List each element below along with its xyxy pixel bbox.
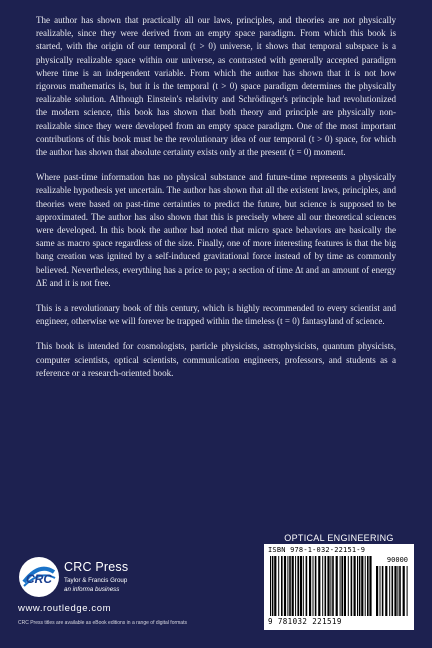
barcode-panel [264,544,414,630]
description-paragraph-2: Where past-time information has no physical substance and future-time represents a physically realizable hypothesis yet uncertain. The author has shown that all the existent laws, principles, and theories were based on past-time certainties to predict the future, but science is supposed to be approximated. The author has also shown that this is precisely where all our theoretical sciences were developed. In this book the author had noted that micro space behaviors are basically the same as macro space regardless of the size. Finally, one of more interesting features is that the big bang creation was ignited by a self-induced gravitational force instead of by time as commonly believed. Nevertheless, everything has a price to pay; a section of time Δt and an amount of energy ΔE and it is not free. [36,172,396,288]
publisher-tagline: an informa business [64,586,120,593]
crc-logo-lettering: CRC [26,572,52,586]
publisher-website[interactable]: www.routledge.com [18,603,112,614]
subject-category: OPTICAL ENGINEERING [264,532,414,544]
description-paragraph-4: This book is intended for cosmologists, particle physicists, astrophysicists, quantum physicists, computer scientists, optical scientists, communication engineers, professors, and students as a reference or a research-oriented book. [36,341,396,378]
barcode-digits: 9 781032 221519 [268,617,342,626]
publisher-block [18,556,198,606]
isbn-text: ISBN 978-1-032-22151-9 [268,546,366,554]
price-barcode-icon [376,566,408,616]
price-code: 90000 [386,556,408,564]
description-paragraph-1: The author has shown that practically all our laws, principles, and theories are not physically realizable, since they were derived from an empty space paradigm. From which this book is started, with the origin of our temporal (t > 0) universe, it shows that temporal subspace is a physically realizable space within our universe, as contrasted with generally accepted paradigm where time is an independent variable. From which the author has shown that it is not how rigorous mathematics is, but it is the temporal (t > 0) space paradigm determines the physically realizable solution. Although Einstein's relativity and Schrödinger's principle had revolutionized the modern science, this book has shown that both theory and principle are physically non-realizable since they were developed from an empty space paradigm. One of the most important contributions of this book must be the revolutionary idea of our temporal (t > 0) space, for which the author has shown that absolute certainty exists only at the present (t = 0) moment. [36,15,396,158]
publisher-name: CRC Press [64,560,129,574]
back-cover-text [36,14,396,390]
crc-logo-icon [18,556,60,598]
publisher-group: Taylor & Francis Group [64,577,128,584]
ebook-footnote: CRC Press titles are available as eBook editions in a range of digital formats [18,620,187,626]
description-paragraph-3: This is a revolutionary book of this century, which is highly recommended to every scientist and engineer, otherwise we will forever be trapped within the timeless (t = 0) fantasyland of science. [36,303,396,327]
isbn-barcode-icon [270,556,372,616]
